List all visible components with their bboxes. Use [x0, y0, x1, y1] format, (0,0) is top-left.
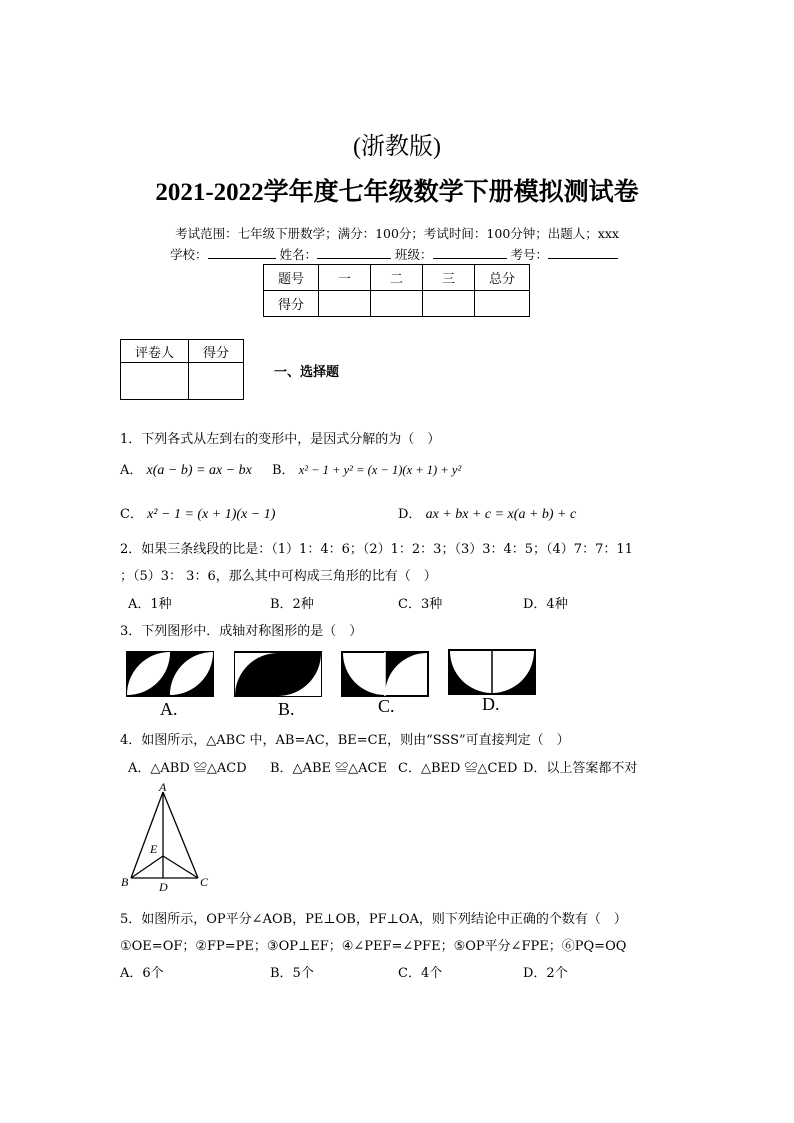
school-label: 学校：: [170, 247, 208, 262]
q3-figure-a[interactable]: [126, 651, 214, 697]
section-title: 一、选择题: [274, 365, 340, 380]
q2-stem-line1: 2．如果三条线段的比是：（1）1：4：6；（2）1：2：3；（3）3：4：5；（4）7：7：11: [120, 542, 633, 557]
grader-cell[interactable]: [121, 363, 189, 400]
q3-figure-d[interactable]: [448, 649, 536, 695]
score-cell[interactable]: [423, 291, 475, 317]
q4-option-d[interactable]: D．以上答案都不对: [523, 761, 638, 776]
grader-table: [120, 339, 244, 400]
score-header-cell: 三: [423, 265, 475, 291]
q2-option-d[interactable]: D．4种: [523, 597, 568, 612]
score-table: [263, 264, 530, 317]
q5-conditions: ①OE=OF；②FP=PE；③OP⊥EF；④∠PEF=∠PFE；⑤OP平分∠FPE；⑥PQ=OQ: [120, 939, 627, 954]
q2-option-c[interactable]: C．3种: [398, 597, 443, 612]
q5-stem: 5．如图所示，OP平分∠AOB，PE⊥OB，PF⊥OA，则下列结论中正确的个数有（ ）: [120, 912, 627, 927]
score-header-cell: 总分: [475, 265, 530, 291]
q4-point-e: E: [150, 842, 158, 856]
edition-label: (浙教版): [353, 134, 441, 160]
q1-c-expression: x² − 1 = (x + 1)(x − 1): [147, 507, 276, 522]
score-cell[interactable]: [371, 291, 423, 317]
q4-point-c: C: [200, 875, 209, 889]
q1-b-label: B．: [272, 463, 295, 478]
q4-point-a: A: [159, 780, 167, 794]
score-header-cell: 题号: [264, 265, 319, 291]
q3-label-b: B.: [278, 699, 295, 719]
grader-header-cell: 得分: [189, 340, 244, 363]
q1-a-label: A．: [120, 463, 143, 478]
q1-option-d[interactable]: [398, 503, 576, 523]
q3-figure-b[interactable]: [234, 651, 322, 697]
score-row-label: 得分: [264, 291, 319, 317]
q3-figure-c[interactable]: [341, 651, 429, 697]
q3-label-a: A.: [160, 699, 178, 719]
exam-info-line: 考试范围：七年级下册数学；满分：100分；考试时间：100分钟；出题人；xxx: [175, 226, 619, 241]
score-header-cell: 一: [319, 265, 371, 291]
q1-d-expression: ax + bx + c = x(a + b) + c: [425, 507, 577, 522]
class-label: 班级：: [395, 247, 433, 262]
q5-option-c[interactable]: C．4个: [398, 966, 443, 981]
page-title: 2021-2022学年度七年级数学下册模拟测试卷: [155, 179, 639, 206]
q1-c-label: C．: [120, 507, 143, 522]
score-header-cell: 二: [371, 265, 423, 291]
q5-option-b[interactable]: B．5个: [270, 966, 314, 981]
q5-option-d[interactable]: D．2个: [523, 966, 568, 981]
class-blank[interactable]: [433, 246, 507, 259]
score-cell[interactable]: [475, 291, 530, 317]
q2-option-b[interactable]: B．2种: [270, 597, 314, 612]
q4-option-a[interactable]: A．△ABD ≌△ACD: [128, 761, 247, 776]
q3-label-d: D.: [482, 694, 500, 714]
q4-option-c[interactable]: C．△BED ≌△CED: [398, 761, 518, 776]
q3-stem: 3．下列图形中．成轴对称图形的是（ ）: [120, 624, 363, 639]
q1-option-a[interactable]: [120, 459, 252, 479]
q5-option-a[interactable]: A．6个: [120, 966, 164, 981]
q4-option-b[interactable]: B．△ABE ≌△ACE: [270, 761, 387, 776]
q3-label-c: C.: [378, 696, 395, 716]
grader-cell[interactable]: [189, 363, 244, 400]
q1-d-label: D．: [398, 507, 422, 522]
q1-b-expression: x² − 1 + y² = (x − 1)(x + 1) + y²: [298, 463, 462, 477]
q4-point-d: D: [159, 880, 168, 892]
q1-stem: 1．下列各式从左到右的变形中，是因式分解的为（ ）: [120, 432, 441, 447]
grader-header-cell: 评卷人: [121, 340, 189, 363]
q4-triangle-figure: [118, 780, 213, 892]
number-label: 考号：: [510, 247, 549, 262]
q2-stem-line2: ；（5）3： 3：6，那么其中可构成三角形的比有（ ）: [120, 569, 437, 584]
student-fields-row: [170, 245, 618, 263]
name-label: 姓名：: [279, 247, 318, 262]
q2-option-a[interactable]: A．1种: [128, 597, 172, 612]
q1-a-expression: x(a − b) = ax − bx: [146, 463, 252, 478]
name-blank[interactable]: [317, 246, 391, 259]
number-blank[interactable]: [548, 246, 618, 259]
q1-option-b[interactable]: [272, 459, 461, 478]
q1-option-c[interactable]: [120, 503, 275, 523]
school-blank[interactable]: [208, 246, 276, 259]
q4-point-b: B: [121, 875, 129, 889]
q4-stem: 4．如图所示，△ABC 中，AB=AC，BE=CE，则由“SSS”可直接判定（ ）: [120, 733, 570, 748]
score-cell[interactable]: [319, 291, 371, 317]
